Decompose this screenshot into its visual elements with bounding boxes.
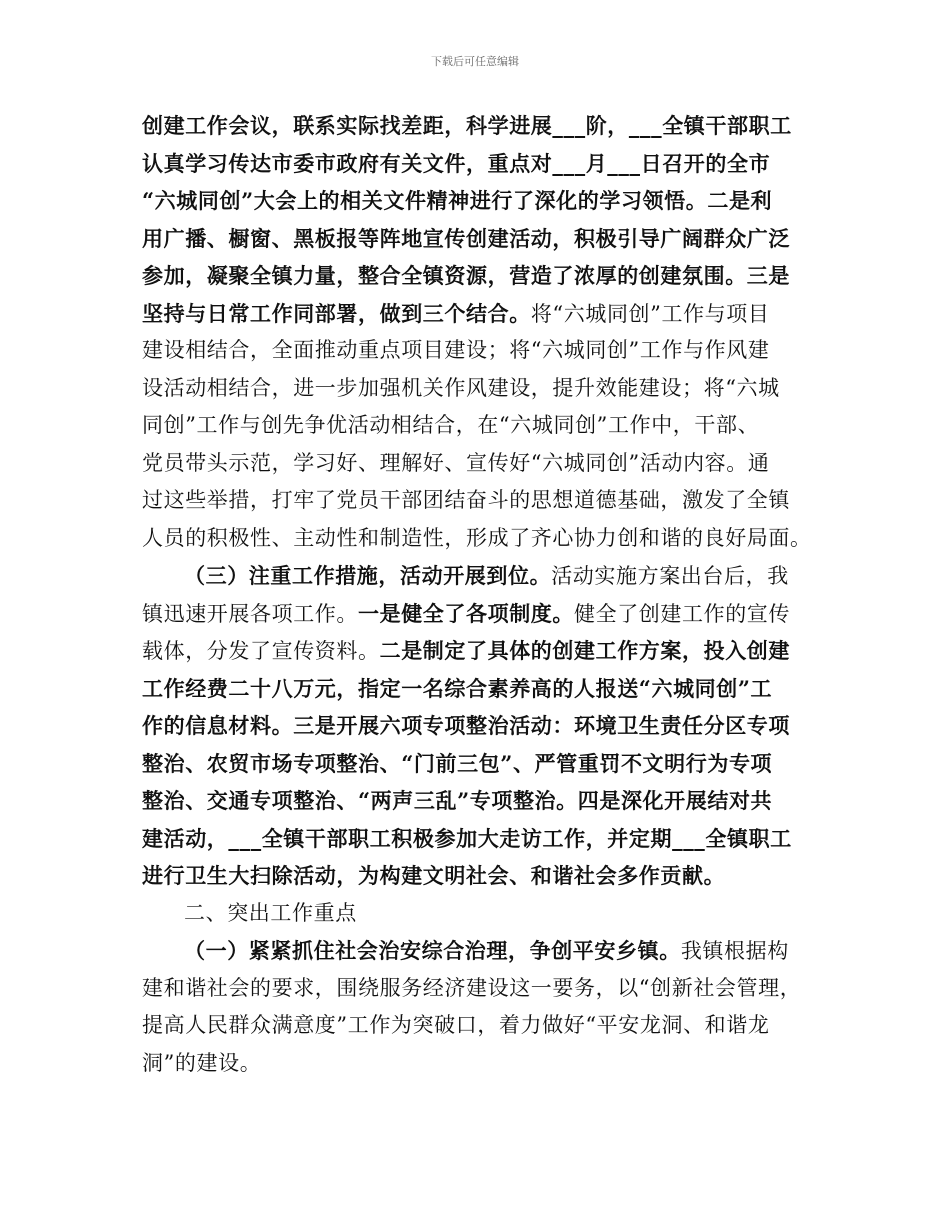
bold-text-run: 创建工作会议，联系实际找差距，科学进展___阶，___全镇干部职工: [142, 113, 792, 138]
text-run: 载体，分发了宣传资料。: [142, 639, 380, 663]
text-line: [142, 932, 812, 970]
text-run: 镇迅速开展各项工作。: [142, 601, 358, 626]
text-run: 同创”工作与创先争优活动相结合，在“六城同创”工作中，干部、: [142, 413, 760, 437]
text-line: [142, 707, 812, 745]
bold-text-run: 整治、农贸市场专项整治、“门前三包”、严管重罚不文明行为专项: [142, 750, 773, 776]
text-run: 洞”的建设。: [142, 1050, 262, 1075]
bold-text-run: 用广播、橱窗、黑板报等阵地宣传创建活动，积极引导广阔群众广泛: [142, 225, 790, 251]
document-body: [142, 107, 812, 1082]
text-line: [142, 857, 812, 895]
text-line: [142, 557, 812, 595]
text-run: 健全了创建工作的宣传: [574, 601, 790, 626]
text-line: [142, 1045, 812, 1083]
text-line: [142, 257, 812, 295]
bold-text-run: （三）注重工作措施，活动开展到位。: [184, 563, 552, 588]
text-line: [142, 182, 812, 220]
page-header-note: 下载后可任意编辑: [431, 55, 519, 68]
text-run: 过这些举措，打牢了党员干部团结奋斗的思想道德基础，激发了全镇: [142, 488, 790, 512]
bold-text-run: “六城同创”大会上的相关文件精神进行了深化的学习领悟。二是利: [142, 188, 773, 213]
text-run: 活动实施方案出台后，我: [551, 564, 789, 588]
text-run: 设活动相结合，进一步加强机关作风建设，提升效能建设；将“六城: [142, 375, 780, 400]
bold-text-run: 认真学习传达市委市政府有关文件，重点对___月___日召开的全市: [142, 150, 771, 176]
bold-text-run: 建活动，___全镇干部职工积极参加大走访工作，并定期___全镇职工: [142, 825, 792, 851]
text-line: [142, 1007, 812, 1045]
bold-text-run: 工作经费二十八万元，指定一名综合素养高的人报送“六城同创”工: [142, 675, 773, 701]
text-run: 我镇根据构: [680, 939, 789, 963]
text-line: [142, 595, 812, 633]
text-run: 人员的积极性、主动性和制造性，形成了齐心协力创和谐的良好局面。: [142, 525, 812, 550]
bold-text-run: （一）紧紧抓住社会治安综合治理，争创平安乡镇。: [184, 938, 681, 963]
bold-text-run: 二是制定了具体的创建工作方案，投入创建: [379, 638, 791, 663]
text-line: [142, 332, 812, 370]
text-line: [142, 745, 812, 783]
text-run: 建和谐社会的要求，围绕服务经济建设这一要务，以“创新社会管理，: [142, 975, 802, 1000]
bold-text-run: 参加，凝聚全镇力量，整合全镇资源，营造了浓厚的创建氛围。三是: [142, 263, 790, 288]
text-line: [142, 107, 812, 145]
text-line: [142, 520, 812, 558]
text-line: [142, 370, 812, 408]
bold-text-run: 坚持与日常工作同部署，做到三个结合。: [142, 300, 531, 326]
text-run: 将“六城同创”工作与项目: [530, 301, 770, 326]
text-run: 二、突出工作重点: [184, 900, 357, 925]
text-line: [142, 482, 812, 520]
bold-text-run: 整治、交通专项整治、“两声三乱”专项整治。四是深化开展结对共: [142, 788, 773, 813]
text-run: 党员带头示范，学习好、理解好、宣传好“六城同创”活动内容。通: [142, 450, 770, 475]
text-line: [142, 820, 812, 858]
bold-text-run: 作的信息材料。三是开展六项专项整治活动：环境卫生责任分区专项: [142, 713, 790, 738]
text-line: [142, 407, 812, 445]
bold-text-run: 一是健全了各项制度。: [358, 600, 574, 626]
text-line: [142, 782, 812, 820]
text-line: [142, 895, 812, 933]
text-line: [142, 970, 812, 1008]
text-line: [142, 632, 812, 670]
text-line: [142, 295, 812, 333]
bold-text-run: 进行卫生大扫除活动，为构建文明社会、和谐社会多作贡献。: [142, 863, 726, 888]
text-line: [142, 220, 812, 258]
text-line: [142, 670, 812, 708]
text-line: [142, 145, 812, 183]
text-run: 建设相结合，全面推动重点项目建设；将“六城同创”工作与作风建: [142, 338, 770, 362]
text-line: [142, 445, 812, 483]
text-run: 提高人民群众满意度”工作为突破口，着力做好“平安龙洞、和谐龙: [142, 1013, 770, 1037]
